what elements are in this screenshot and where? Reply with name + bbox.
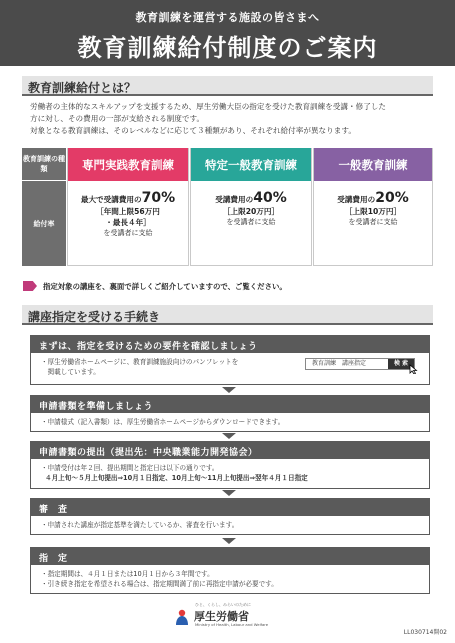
back-page-note — [23, 278, 433, 294]
step-submit — [30, 441, 430, 489]
limit-line: ［年間上限56万円 — [96, 207, 160, 216]
limit-line: ［上限10万円］ — [344, 207, 402, 216]
limit-line: ・最長４年］ — [105, 218, 151, 227]
ministry-mark-icon — [174, 608, 190, 626]
rate-percent: 70% — [141, 190, 176, 206]
section-heading-about: 教育訓練給付とは？ — [22, 76, 433, 96]
step-body — [31, 565, 429, 593]
chevron-down-icon — [222, 387, 236, 393]
search-query[interactable]: 教育訓練 講座指定 — [312, 360, 367, 367]
limit-line: ［上限20万円］ — [222, 207, 280, 216]
step-title: 指 定 — [31, 548, 429, 565]
row-label-rate: 給付率 — [22, 181, 66, 266]
step-title: 審 査 — [31, 499, 429, 516]
column-header: 専門実践教育訓練 — [68, 148, 188, 181]
chevron-down-icon — [222, 538, 236, 544]
step-title: まずは、指定を受けるための要件を確認しましょう — [31, 336, 429, 353]
intro-line: 方に対し、その費用の一部が支給される制度です。 — [30, 114, 205, 123]
document-code: LL030714開02 — [403, 629, 447, 636]
search-button[interactable]: 検 索 — [388, 359, 414, 369]
page-title: 教育訓練給付制度のご案内 — [77, 34, 378, 62]
column-body — [191, 181, 311, 228]
rate-percent: 20% — [375, 190, 409, 206]
note-text: 指定対象の講座を、裏面で詳しくご紹介していますので、ご覧ください。 — [43, 281, 287, 291]
ministry-name: 厚生労働省 — [194, 610, 249, 623]
rate-percent: 40% — [253, 190, 287, 206]
step-line: ・指定期間は、４月１日または10月１日から３年間です。 — [41, 570, 214, 578]
table-column-specialized — [67, 148, 189, 266]
step-body — [31, 516, 429, 534]
rate-suffix: を受講者に支給 — [226, 218, 276, 226]
ministry-tagline: ひと、くらし、みらいのために — [195, 602, 251, 607]
ministry-name-en: Ministry of Health, Labour and Welfare — [195, 622, 269, 627]
step-line: ・引き続き指定を希望される場合は、指定期間満了前に再指定申請が必要です。 — [41, 580, 278, 588]
step-designation — [30, 547, 430, 594]
rate-prefix: 受講費用の — [337, 195, 376, 204]
column-header: 特定一般教育訓練 — [191, 148, 311, 181]
row-label-type: 教育訓練の種類 — [22, 148, 66, 181]
step-line: ・申請様式（記入書類）は、厚生労働省ホームページからダウンロードできます。 — [41, 418, 285, 426]
benefit-table — [22, 148, 433, 266]
ministry-logo — [174, 602, 284, 628]
column-header: 一般教育訓練 — [314, 148, 432, 181]
chevron-down-icon — [222, 490, 236, 496]
search-box[interactable] — [305, 358, 415, 370]
step-prepare-documents — [30, 395, 430, 432]
step-title: 申請書類を準備しましょう — [31, 396, 429, 413]
step-line: ・厚生労働省ホームページに、教育訓練施設向けのパンフレットを — [41, 358, 239, 366]
step-body — [31, 353, 429, 381]
step-line: 掲載しています。 — [41, 368, 100, 376]
step-line: ・申請受付は年２回、提出期間と指定日は以下の通りです。 — [41, 464, 219, 472]
rate-prefix: 受講費用の — [215, 195, 254, 204]
step-line: ・申請された講座が指定基準を満たしているか、審査を行います。 — [41, 521, 239, 529]
table-column-specific-general — [190, 148, 312, 266]
step-title: 申請書類の提出（提出先：中央職業能力開発協会） — [31, 442, 429, 459]
chevron-down-icon — [222, 433, 236, 439]
header-banner — [0, 0, 455, 66]
step-review — [30, 498, 430, 535]
arrow-marker-icon — [23, 281, 37, 291]
step-line: ４月上旬～５月上旬提出⇒10月１日指定、10月上旬～11月上旬提出⇒翌年４月１日指定 — [45, 474, 308, 482]
pointer-cursor-icon — [409, 364, 419, 374]
step-body — [31, 459, 429, 487]
intro-line: 対象となる教育訓練は、そのレベルなどに応じて３種類があり、それぞれ給付率が異なります。 — [30, 126, 356, 135]
step-body — [31, 413, 429, 431]
intro-line: 労働者の主体的なスキルアップを支援するため、厚生労働大臣の指定を受けた教育訓練を受講・修了した — [30, 102, 386, 111]
section-heading-procedure: 講座指定を受ける手続き — [22, 305, 433, 325]
rate-prefix: 最大で受講費用の — [80, 195, 142, 204]
rate-suffix: を受講者に支給 — [103, 229, 153, 237]
table-column-general — [313, 148, 433, 266]
column-body — [68, 181, 188, 239]
intro-text — [30, 101, 430, 137]
header-subtitle: 教育訓練を運営する施設の皆さまへ — [135, 11, 320, 24]
rate-suffix: を受講者に支給 — [348, 218, 398, 226]
column-body — [314, 181, 432, 228]
step-requirements — [30, 335, 430, 385]
